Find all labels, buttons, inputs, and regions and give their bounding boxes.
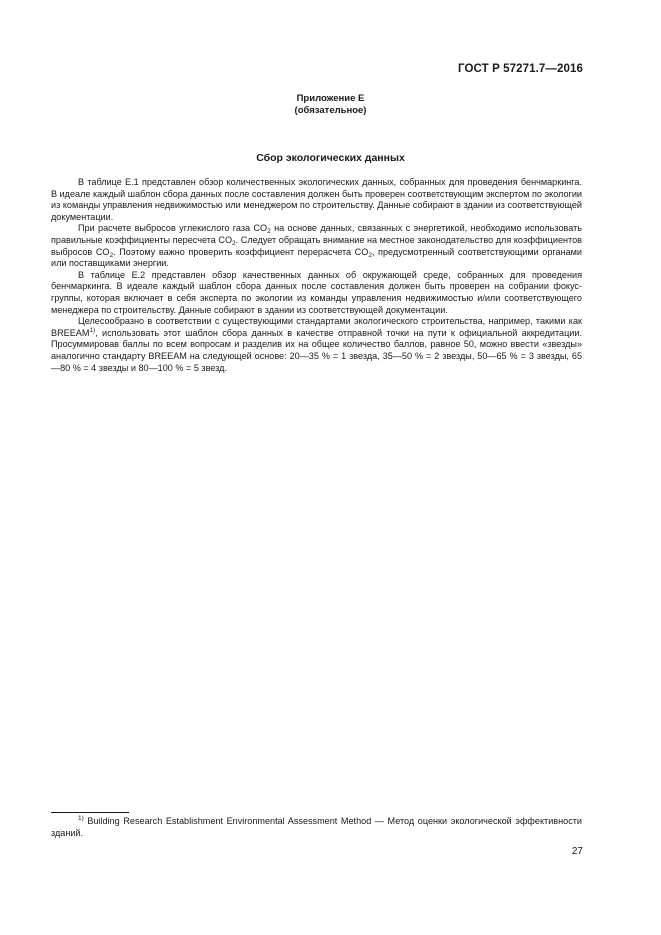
co2-subscript: 2 [109, 251, 114, 259]
appendix-title: Приложение Е [296, 93, 365, 104]
paragraph-2-text-a: При расчете выбросов углекислого газа CO [78, 223, 268, 234]
footnote-divider [51, 812, 129, 813]
co2-subscript: 2 [267, 228, 271, 236]
footnote-reference[interactable]: 1) [89, 326, 96, 334]
footnote [51, 815, 582, 839]
page-number: 27 [571, 846, 583, 857]
paragraph-2-text-d: . Поэтому важно проверить коэффициент перерасчета CO [113, 246, 369, 257]
body-text [51, 177, 582, 374]
co2-subscript: 2 [368, 251, 372, 259]
appendix-status: (обязательное) [294, 105, 367, 116]
paragraph-4-text-a: Целесообразно в соответствии с существующими стандартами экологического строительства, например, такими как BREEAM [51, 316, 582, 338]
section-title: Сбор экологических данных [256, 152, 405, 164]
paragraph-4-text-b: , использовать этот шаблон сбора данных в качестве отправной точки на пути к официальной аккредитации. Просуммировав баллы по всем вопросам и разделив их на общее количество баллов, равное 50, можно ввести «звезды» аналогично стандарту BREEAM на следующей основе: 20—35 % = 1 звезда, 35—50 % = 2 звезды, 50—65 % = 3 звезды, 65—80 % = 4 звезды и 80—100 % = 5 звезд. [51, 327, 582, 373]
paragraph-3: В таблице Е.2 представлен обзор качественных данных об окружающей среде, собранных для проведения бенчмаркинга. В идеале каждый шаблон сбора данных после составления должен быть проверен на собрании фокус-группы, которая включает в себя эксперта по экологии из команды управления недвижимостью и/или соответствующего менеджера по строительству. Данные собирают в здании из соответствующей документации. [51, 269, 582, 315]
footnote-marker: 1) [78, 815, 84, 822]
appendix-heading [0, 93, 661, 117]
co2-subscript: 2 [232, 239, 236, 247]
footnote-text: Building Research Establishment Environmental Assessment Method — Метод оценки экологической эффективности зданий. [51, 816, 582, 838]
paragraph-1: В таблице Е.1 представлен обзор количественных экологических данных, собранных для проведения бенчмаркинга. В идеале каждый шаблон сбора данных после составления должен быть проверен соответствующим экспертом по экологии из команды управления недвижимостью или менеджером по строительству. Данные собирают в здании из соответствующей документации. [51, 177, 582, 222]
paragraph-2 [51, 223, 582, 269]
standard-number: ГОСТ Р 57271.7—2016 [458, 63, 583, 75]
paragraph-2-text-c: . Следует обращать внимание на местное законодательство для коэффициентов выбросов CO [51, 234, 582, 257]
paragraph-4 [51, 316, 582, 374]
paragraph-2-text-e: , предусмотренный соответствующими органами или поставщиками энергии. [51, 246, 583, 269]
paragraph-2-text-b: на основе данных, связанных с энергетикой, необходимо использовать правильные коэффициенты пересчета CO [51, 223, 582, 245]
